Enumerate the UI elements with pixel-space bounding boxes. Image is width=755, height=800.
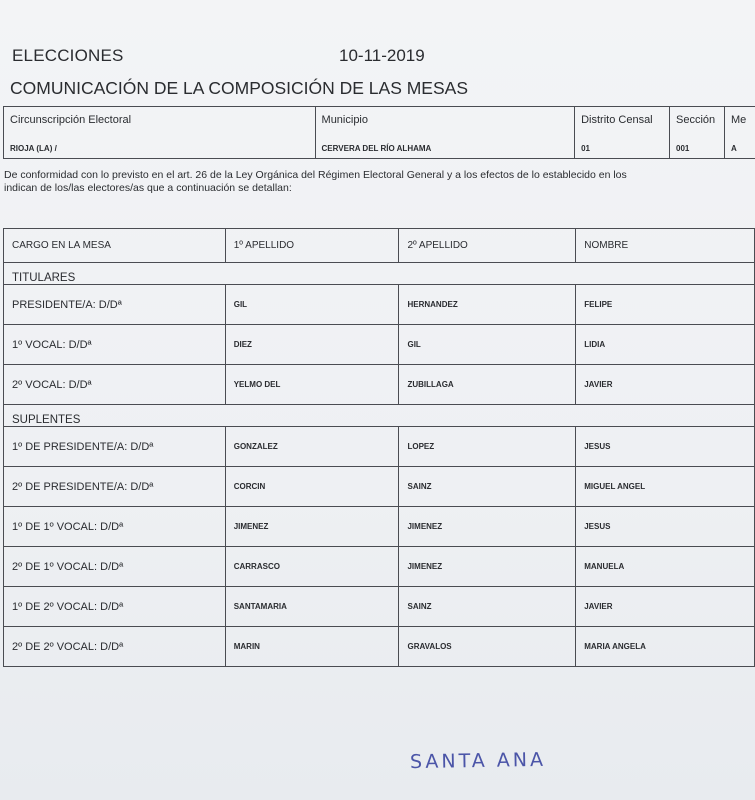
circunscripcion-cell [4, 107, 316, 159]
apellido-1-cell: MARIN [225, 627, 399, 667]
nombre-cell: LIDIA [576, 325, 755, 365]
election-heading: ELECCIONES [12, 46, 124, 65]
municipio-cell [315, 107, 575, 159]
cargo-cell: 2º DE 2º VOCAL: D/Dª [4, 627, 226, 667]
constituency-info-table [3, 106, 755, 159]
cargo-cell: 2º DE 1º VOCAL: D/Dª [4, 547, 226, 587]
header-apellido-1: 1º APELLIDO [225, 229, 399, 263]
apellido-1-cell: DIEZ [225, 325, 399, 365]
nombre-cell: MARIA ANGELA [576, 627, 755, 667]
cargo-cell: 1º DE PRESIDENTE/A: D/Dª [4, 427, 226, 467]
handwritten-note: SANTA ANA [409, 748, 547, 774]
apellido-2-cell: HERNANDEZ [399, 285, 576, 325]
mesa-value: A [730, 144, 737, 153]
table-row [4, 325, 755, 365]
table-row [4, 285, 755, 325]
nombre-cell: JESUS [576, 427, 755, 467]
apellido-2-cell: ZUBILLAGA [399, 365, 576, 405]
apellido-1-cell: SANTAMARIA [225, 587, 399, 627]
apellido-1-cell: CARRASCO [225, 547, 399, 587]
municipio-label: Municipio [321, 114, 368, 126]
intro-line-1: De conformidad con lo previsto en el art. 26 de la Ley Orgánica del Régimen Electoral General y a los efectos de lo establecido en los [4, 169, 627, 181]
intro-line-2: indican de los/las electores/as que a continuación se detallan: [4, 182, 292, 194]
nombre-cell: JESUS [576, 507, 755, 547]
nombre-cell: MIGUEL ANGEL [576, 467, 755, 507]
apellido-2-cell: GRAVALOS [399, 627, 576, 667]
nombre-cell: JAVIER [576, 365, 755, 405]
municipio-value: CERVERA DEL RÍO ALHAMA [321, 144, 432, 153]
circunscripcion-value: RIOJA (LA) / [10, 144, 57, 153]
seccion-cell [670, 107, 725, 159]
mesa-composition-table [3, 228, 755, 667]
apellido-2-cell: GIL [399, 325, 576, 365]
cargo-cell: 1º DE 1º VOCAL: D/Dª [4, 507, 226, 547]
apellido-1-cell: CORCIN [225, 467, 399, 507]
header-cargo: CARGO EN LA MESA [4, 229, 226, 263]
table-row [4, 587, 755, 627]
titulares-section-row [4, 263, 755, 285]
distrito-cell [575, 107, 670, 159]
mesa-cell [724, 107, 755, 159]
mesa-label: Me [730, 114, 747, 126]
seccion-label: Sección [676, 114, 716, 126]
cargo-cell: 2º DE PRESIDENTE/A: D/Dª [4, 467, 226, 507]
cargo-cell: 1º VOCAL: D/Dª [4, 325, 226, 365]
apellido-1-cell: GONZALEZ [225, 427, 399, 467]
titulares-label: TITULARES [4, 263, 755, 285]
apellido-2-cell: SAINZ [399, 467, 576, 507]
nombre-cell: FELIPE [576, 285, 755, 325]
table-header-row [4, 229, 755, 263]
cargo-cell: 2º VOCAL: D/Dª [4, 365, 226, 405]
table-row [4, 627, 755, 667]
circunscripcion-label: Circunscripción Electoral [10, 114, 132, 126]
seccion-value: 001 [676, 144, 690, 153]
table-row [4, 507, 755, 547]
nombre-cell: MANUELA [576, 547, 755, 587]
distrito-label: Distrito Censal [581, 114, 653, 126]
apellido-1-cell: JIMENEZ [225, 507, 399, 547]
document-title: COMUNICACIÓN DE LA COMPOSICIÓN DE LAS MESAS [10, 78, 468, 98]
election-date: 10-11-2019 [339, 46, 425, 65]
apellido-2-cell: LOPEZ [399, 427, 576, 467]
cargo-cell: 1º DE 2º VOCAL: D/Dª [4, 587, 226, 627]
table-row [4, 427, 755, 467]
distrito-value: 01 [581, 144, 591, 153]
suplentes-label: SUPLENTES [4, 405, 755, 427]
apellido-2-cell: SAINZ [399, 587, 576, 627]
apellido-1-cell: YELMO DEL [225, 365, 399, 405]
table-row [4, 547, 755, 587]
header-nombre: NOMBRE [576, 229, 755, 263]
cargo-cell: PRESIDENTE/A: D/Dª [4, 285, 226, 325]
apellido-1-cell: GIL [225, 285, 399, 325]
apellido-2-cell: JIMENEZ [399, 547, 576, 587]
intro-paragraph [4, 169, 627, 195]
apellido-2-cell: JIMENEZ [399, 507, 576, 547]
suplentes-section-row [4, 405, 755, 427]
nombre-cell: JAVIER [576, 587, 755, 627]
table-row [4, 365, 755, 405]
header-apellido-2: 2º APELLIDO [399, 229, 576, 263]
table-row [4, 467, 755, 507]
